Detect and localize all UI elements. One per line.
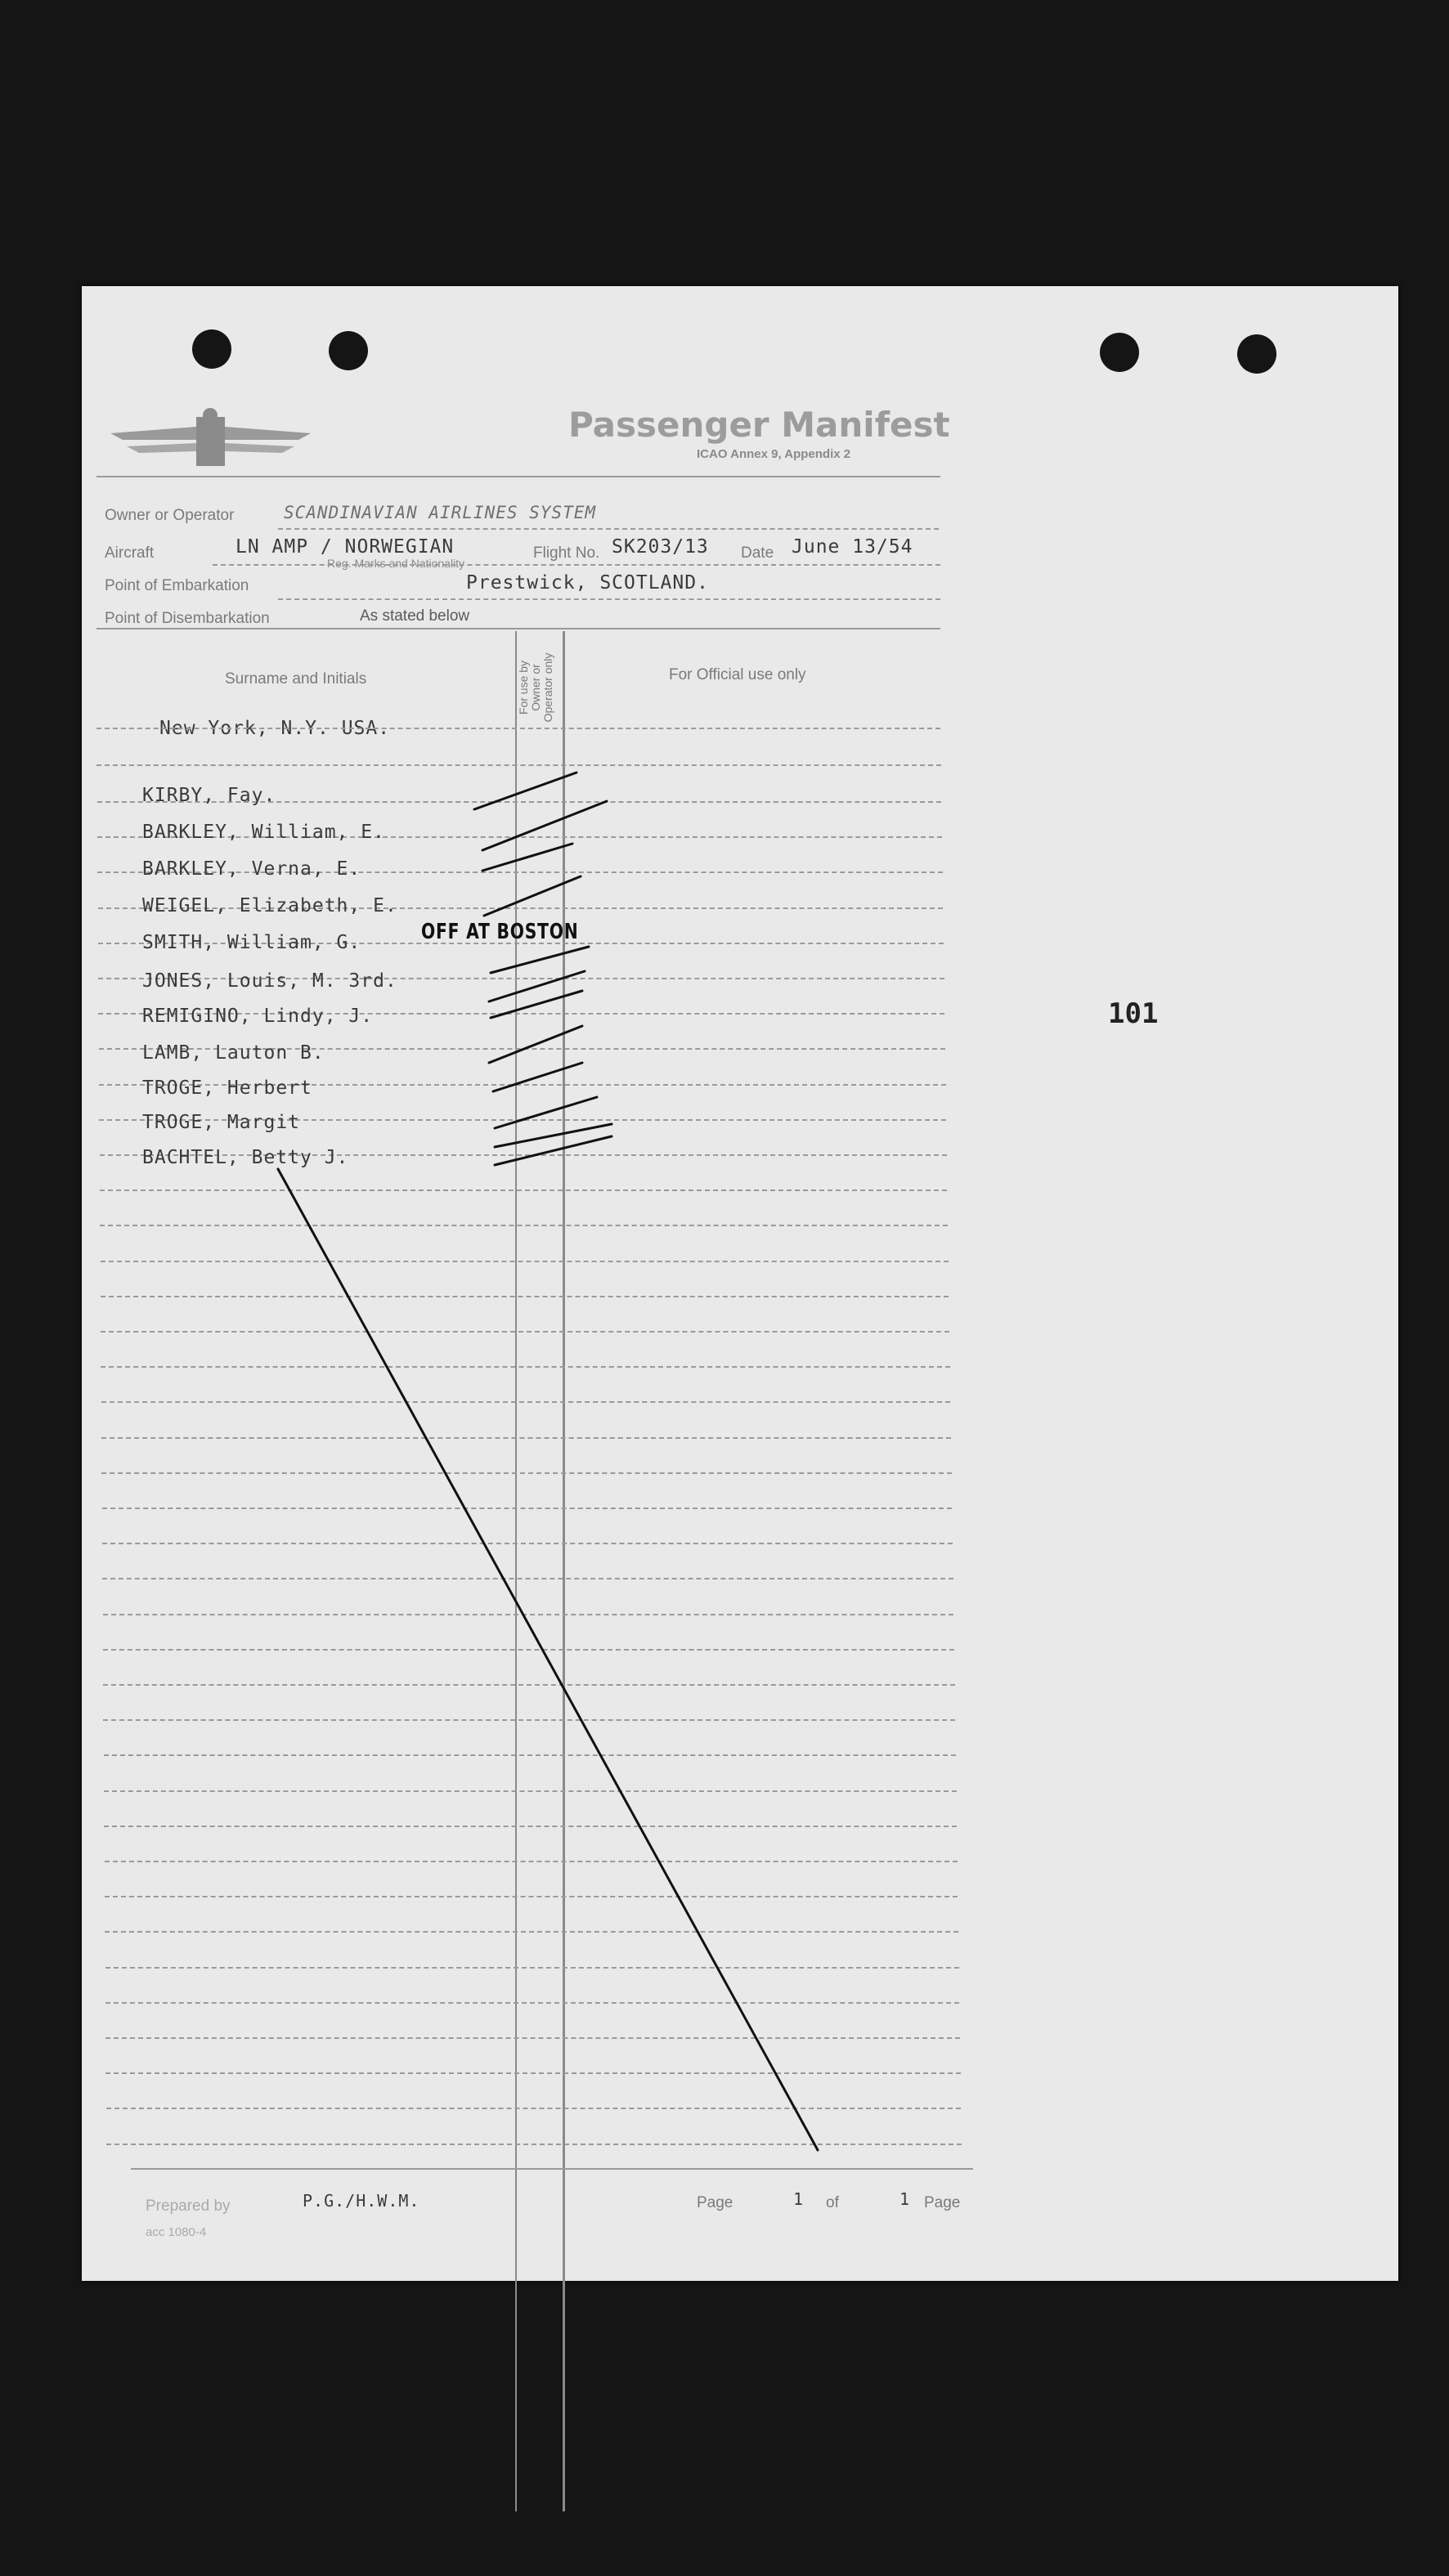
off-at-boston-stamp: OFF AT BOSTON — [421, 920, 579, 944]
manifest-sheet — [82, 286, 1398, 2281]
prepared-label: Prepared by — [146, 2197, 231, 2215]
embarkation-value: Prestwick, SCOTLAND. — [466, 572, 709, 594]
margin-number: 101 — [1108, 997, 1159, 1030]
form-code: acc 1080-4 — [146, 2225, 207, 2239]
form-subtitle: ICAO Annex 9, Appendix 2 — [697, 447, 851, 461]
owner-label: Owner or Operator — [105, 507, 235, 524]
page-label-2: Page — [924, 2194, 961, 2211]
passenger-row: JONES, Louis, M. 3rd. — [142, 970, 397, 992]
prepared-value: P.G./H.W.M. — [303, 2191, 420, 2211]
pen-marks — [82, 286, 1398, 2281]
names-column-header: Surname and Initials — [225, 670, 367, 688]
passenger-row: BACHTEL, Betty J. — [142, 1147, 349, 1168]
passenger-row: TROGE, Herbert — [142, 1077, 312, 1099]
passenger-row: KIRBY, Fay. — [142, 785, 276, 806]
date-value: June 13/54 — [792, 536, 913, 558]
aircraft-label: Aircraft — [105, 544, 155, 562]
total-value: 1 — [899, 2189, 911, 2209]
owner-value: SCANDINAVIAN AIRLINES SYSTEM — [284, 503, 597, 522]
operator-column-header: For use by Owner or Operator only — [517, 652, 554, 723]
official-column-header: For Official use only — [669, 666, 806, 683]
passenger-row: BARKLEY, Verna, E. — [142, 858, 361, 880]
passenger-row: BARKLEY, William, E. — [142, 822, 385, 843]
passenger-row: TROGE, Margit — [142, 1112, 301, 1133]
disembarkation-value: As stated below — [360, 607, 470, 625]
flight-label: Flight No. — [533, 544, 600, 562]
flight-value: SK203/13 — [612, 536, 709, 558]
form-title: Passenger Manifest — [568, 405, 950, 445]
aircraft-value: LN AMP / NORWEGIAN — [236, 536, 455, 558]
embarkation-label: Point of Embarkation — [105, 577, 249, 594]
date-label: Date — [741, 544, 774, 562]
passenger-row: REMIGINO, Lindy, J. — [142, 1006, 374, 1027]
aircraft-sublabel: Reg. Marks and Nationality — [327, 557, 465, 570]
passenger-row: LAMB, Lauton B. — [142, 1042, 325, 1064]
of-label: of — [826, 2194, 839, 2211]
page-value: 1 — [793, 2189, 805, 2209]
disembarkation-label: Point of Disembarkation — [105, 610, 270, 627]
passenger-row: WEIGEL, Elizabeth, E. — [142, 895, 397, 916]
page-label: Page — [697, 2194, 733, 2211]
passenger-row: SMITH, William, G. — [142, 932, 361, 953]
destination: New York, N.Y. USA. — [159, 718, 391, 739]
